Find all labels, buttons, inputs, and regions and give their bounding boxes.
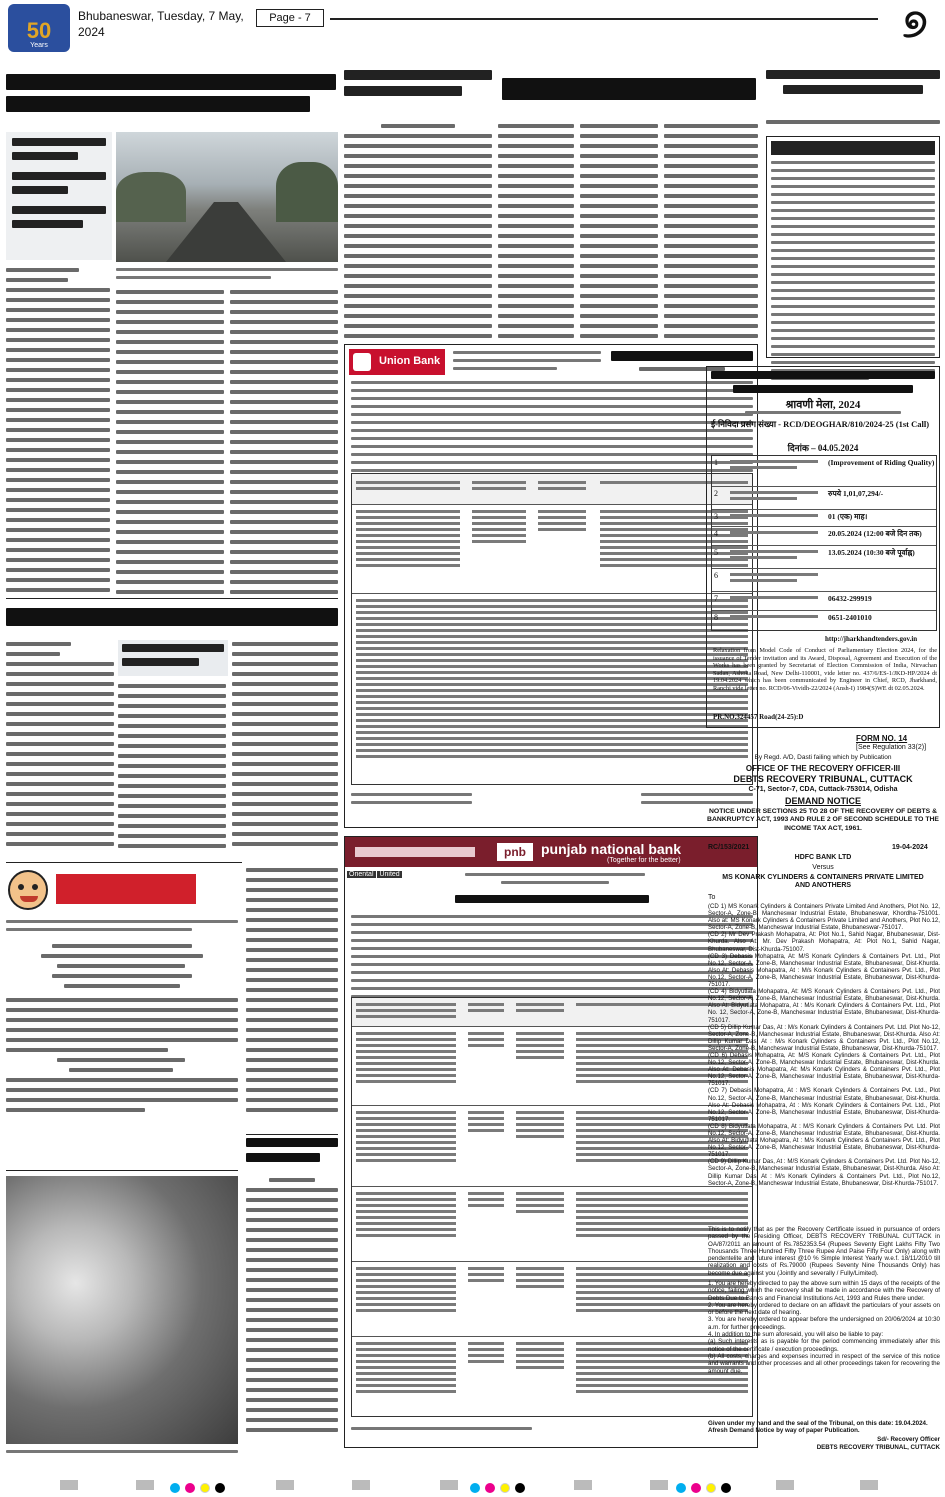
pnb-table	[351, 997, 753, 1417]
debtor-entry: (CD 1) MS Konark Cylinders & Containers Private Limited And Anothers, Plot No. 12, Sector-A, Zone-B, Mancheswar Industrial Estate, Bhubaneswar, Khordha-751001. Also at: MS Konark Cylinders & Containers Private Limited and Anothers, Plot No.12, Sector-A, Zone-B, Mancheswar Industrial Estate, Bhubaneswar-751017.	[708, 903, 940, 932]
table-row	[352, 1262, 752, 1337]
subhead-woman-court	[118, 640, 228, 676]
notice-point: 3. You are hereby ordered to appear before the undersigned on 20/06/2024 at 10:30 a.m. for further proceedings.	[708, 1316, 940, 1331]
union-bank-branch	[453, 351, 601, 375]
drt-to: To	[708, 894, 716, 901]
debtor-entry: (CD 5) Dillip Kumar Das, At : M/s Konark Cylinders & Containers Pvt. Ltd. Plot No-12, Sector-A, Zone-B, Mancheswar Industrial Estate, Bhubaneswar, Dist-Khurda. Also At: Dillip Kumar Das, At : M/s Konark Cylinders & Containers Pvt. Ltd., Plot No.12, Sector-A, Zone-B, Mancheswar Industrial Estate, Bhubaneswar, Dist-Khurda-751017.	[708, 1023, 940, 1052]
rescue-story-col1	[6, 642, 114, 860]
satellite-image	[6, 1176, 238, 1444]
highlights-box	[6, 132, 112, 260]
drt-office1: OFFICE OF THE RECOVERY OFFICER-III	[745, 764, 901, 773]
row-value: 0651-2401010	[828, 613, 872, 622]
notice-point: 2. You are hereby ordered to declare on an affidavit the particulars of your assets on or before the next date of hearing.	[708, 1301, 940, 1317]
reg-block	[60, 1480, 78, 1490]
cmyk-dots	[170, 1478, 230, 1490]
balangir-story-col3	[230, 290, 338, 598]
headline-kanchanabala	[502, 70, 756, 118]
divider	[6, 598, 338, 599]
row-number: 3	[714, 512, 718, 521]
reg-block	[650, 1480, 668, 1490]
notice-point: (a) Such interests as is payable for the period commencing immediately after this notice of the certificate / execution proceedings.	[708, 1338, 940, 1353]
row-number: 4	[714, 529, 718, 538]
table-row	[352, 1187, 752, 1262]
jh-shravani: श्रावणी मेला, 2024	[785, 399, 861, 411]
united-label: United	[379, 871, 400, 878]
drt-office2: DEBTS RECOVERY TRIBUNAL, CUTTACK	[733, 774, 913, 784]
rescue-story-col3	[232, 642, 338, 860]
row-number: 6	[714, 571, 718, 580]
union-bank-notice	[344, 344, 758, 828]
row-value: रुपये 1,01,07,294/-	[828, 489, 884, 498]
registration-strip	[0, 1464, 945, 1497]
notice-point: 1. You are hereby directed to pay the above sum within 15 days of the receipts of the notice, failing which the recovery shall be made in accordance with the Recovery of Debts Due to Banks and Financial Institutions Act, 1993 and Rules there under.	[708, 1280, 940, 1302]
trees-left	[116, 172, 186, 222]
table-row	[712, 592, 936, 611]
drt-debtors	[708, 903, 940, 1187]
jh-table	[711, 455, 937, 631]
row-label	[726, 547, 822, 562]
row-label	[726, 511, 822, 520]
row-value: 20.05.2024 (12:00 बजे दिन तक)	[828, 529, 922, 538]
table-row	[352, 505, 752, 594]
row-label	[726, 570, 822, 585]
rescue-story-col3-cont	[246, 868, 338, 1128]
drt-rc-no: RC/153/2021	[708, 844, 750, 851]
kanchanabala-col3	[664, 124, 758, 338]
pnb-tagline: (Together for the better)	[607, 857, 681, 864]
drt-sign1: Sd/- Recovery Officer	[877, 1436, 940, 1443]
railway-tender	[766, 136, 940, 358]
union-bank-logo	[349, 349, 445, 375]
civil-court-story	[766, 120, 940, 134]
drt-by-regd: By Regd. A/D, Dasti failing which by Publication	[754, 754, 892, 761]
row-label	[726, 457, 822, 472]
reg-block	[860, 1480, 878, 1490]
reg-block	[440, 1480, 458, 1490]
trees-right	[276, 162, 338, 222]
union-bank-emblem-icon	[353, 353, 371, 371]
row-label	[726, 593, 822, 602]
row-value: 06432-299919	[828, 594, 872, 603]
reg-block	[352, 1480, 370, 1490]
reg-block	[574, 1480, 592, 1490]
railway-body	[771, 161, 935, 385]
jh-office-title	[711, 371, 935, 393]
pnb-odia-name	[355, 847, 475, 857]
headline-naresh-goel	[246, 1138, 338, 1172]
cmyk-dots	[470, 1478, 530, 1490]
drt-address: C-71, Sector-7, CDA, Cuttack-753014, Odisha	[748, 786, 898, 793]
masthead-rule	[330, 18, 878, 20]
row-label	[726, 612, 822, 621]
jharkhand-tender	[706, 366, 940, 728]
kavitha-story	[344, 124, 492, 338]
headline-kavitha	[344, 70, 492, 118]
table-header-row	[352, 474, 752, 505]
drt-versus: Versus	[812, 864, 834, 871]
cartoon-face-icon	[8, 870, 48, 910]
dhagadhamali-riddles	[6, 944, 238, 1164]
masthead	[0, 0, 945, 58]
oriental-label: Oriental	[349, 871, 374, 878]
logo-sub: Years	[30, 42, 48, 49]
balangir-story-col1	[6, 268, 110, 598]
row-value: (Improvement of Riding Quality)	[828, 458, 935, 467]
drt-rc-date: 19-04-2024	[892, 844, 928, 851]
table-row	[712, 456, 936, 487]
table-row	[352, 1027, 752, 1106]
drt-sign2: DEBTS RECOVERY TRIBUNAL, CUTTACK	[816, 1444, 940, 1451]
table-row	[712, 510, 936, 527]
debtor-entry: (CD 7) Debasis Mohapatra, At : M/S Konark Cylinders & Containers Pvt. Ltd., Plot No.12, Sector-A, Zone-B, Mancheswar Industrial Estate, Bhubaneswar, Dist-Khurda. Also At: Debasis Mohapatra, At : M/s Konark Cylinders & Containers Pvt. Ltd., Plot No.12, Sector-A, Zone-B, Mancheswar Industrial Estate, Bhubaneswar, Dist-Khurda-751017.	[708, 1087, 940, 1123]
reg-block	[136, 1480, 154, 1490]
table-header-row	[352, 998, 752, 1027]
headline-civil-court	[766, 70, 940, 112]
drt-body: This is to notify that as per the Recovery Certificate issued in pursuance of orders passed by the Presiding Officer, DEBTS RECOVERY TRIBUNAL CUTTACK in OA/87/2011 an amount of Rs.7852353.54 (Rupees Seventy Eight Lakhs Fifty Two Thousands Three Hundred Fifty Three Rupee And Paise Fifty Four Only) along with pendentelite and future interest @10 % Simple Interest Yearly w.e.f. 18/11/2010 till realization and costs of Rs.79000 (Rupees Seventy Nine Thousands Only) has become due against you (Jointly and severally / Fully/Limited).	[708, 1226, 940, 1277]
cmyk-dots	[676, 1478, 736, 1490]
pnb-notice	[344, 836, 758, 1448]
pnb-footer	[351, 1427, 753, 1435]
row-number: 8	[714, 613, 718, 622]
debtor-entry: (CD 3) Debasis Mohapatra, At: M/S Konark Cylinders & Containers Pvt. Ltd., Plot No.12, Sector-A, Zone-B, Mancheswar Industrial Estate, Bhubaneswar, Dist-Khurda. Also At: Debasis Mohapatra, At : M/s Konark Cylinders & Containers Pvt. Ltd., Plot No.12, Sector-A, Zone-B, Mancheswar Industrial Estate, Bhubaneswar, Dist-Khurda-751017.	[708, 952, 940, 989]
union-bank-table	[351, 473, 753, 785]
table-row	[712, 527, 936, 546]
reg-block	[776, 1480, 794, 1490]
debtor-entry: (CD 8) Bidyutlata Mohapatra, At : M/S Konark Cylinders & Containers Pvt. Ltd. Plot No.12, Sector-A, Zone-B, Mancheswar Industrial Estate, Bhubaneswar, Dist-Khurda. Also At: Bidyutlata Mohapatra, At : M/s Konark Cylinders & Containers Pvt. Ltd., Plot No.12, Sector-A, Zone-B, Mancheswar Industrial Estate, Bhubaneswar, Dist-Khurda-751017.	[708, 1122, 940, 1159]
divider	[6, 862, 242, 863]
rescue-story-col2	[118, 684, 226, 860]
row-value: 01 (एक) माह।	[828, 512, 868, 521]
railway-title	[771, 141, 935, 155]
balangir-story-col2	[116, 290, 224, 598]
table-row	[712, 487, 936, 510]
row-number: 5	[714, 548, 718, 557]
divider	[246, 1134, 338, 1135]
notice-point: 4. In addition to the sum aforesaid, you will also be liable to pay:	[708, 1331, 884, 1339]
drt-demand-title: DEMAND NOTICE	[785, 796, 861, 806]
drt-notice-under: NOTICE UNDER SECTIONS 25 TO 28 OF THE RECOVERY OF DEBTS & BANKRUPTCY ACT, 1993 AND RULE 2 OF SECOND SCHEDULE TO THE INCOME TAX ACT, 1961.	[707, 808, 939, 832]
headline-minor-rescue	[6, 604, 338, 634]
row-number: 2	[714, 489, 718, 498]
satellite-caption	[6, 1450, 238, 1458]
jh-date-line: दिनांक – 04.05.2024	[787, 443, 859, 453]
pnb-short: pnb	[497, 843, 533, 861]
dhagadhamali-title	[56, 874, 196, 904]
row-number: 7	[714, 594, 718, 603]
row-value: 13.05.2024 (10:30 बजे पूर्वाह्न)	[828, 548, 915, 557]
jh-relaxation: Relaxation from Model Code of Conduct of Parliamentary Election 2024, for the issuance of Tender invitation and its Award, Disposal, Agreement and Execution of the Works has been granted by Secretariat of Election Commission of India, Nirvachan Sadan, Ashoka Road, New Delhi-110001, vide letter no. 437/6/ES-1/JKD-HP/2024 dt 19.04.2024 which has been communicated by Engineer in Chief, RCD, Jharkhand, Ranchi vide letter no. RCD/06-Vividh-22/2024 (Ansh-I) 1984(S)WE dt 02.05.2024.	[713, 647, 937, 692]
pnb-amalgamation	[347, 871, 457, 883]
drt-notice	[706, 734, 940, 1454]
photo-caption	[116, 268, 338, 284]
pnb-header	[345, 837, 757, 867]
drt-party2: MS KONARK CYLINDERS & CONTAINERS PRIVATE LIMITED AND ANOTHERS	[722, 874, 924, 890]
debtor-entry: (CD 2) Mr Dev Prakash Mohapatra, At: Plot No.1, Sahid Nagar, Bhubaneswar, Dist-Khurda. Also At: Mr. Dev Prakash Mohapatra, At: Plot No.1, Sahid Nagar, Bhubaneswar, Dist-Khurda-751007.	[708, 931, 940, 953]
table-row	[352, 1106, 752, 1187]
table-row	[712, 546, 936, 569]
jh-website: http://jharkhandtenders.gov.in	[825, 635, 918, 643]
union-bank-name: Union Bank	[379, 355, 441, 367]
kanchanabala-col2	[580, 124, 658, 338]
table-row	[712, 569, 936, 592]
notice-point: (b) All costs, charges and expenses incurred in respect of the service of this notice and warrants and other processes and all other proceedings taken for recovering the amount due.	[708, 1352, 940, 1375]
kanchanabala-col1	[498, 124, 574, 338]
table-row	[352, 594, 752, 784]
table-row	[712, 611, 936, 629]
dhagadhamali-intro	[6, 920, 238, 936]
pnb-possession-title	[455, 895, 649, 909]
dhagadhamali-banner	[6, 868, 238, 914]
table-row	[352, 1337, 752, 1419]
divider	[6, 1170, 238, 1171]
road-photo	[116, 132, 338, 262]
pnb-branch	[465, 873, 645, 889]
drt-given: Given under my hand and the seal of the Tribunal, on this date: 19.04.2024. Afresh Demand Notice by way of paper Publication.	[708, 1420, 928, 1435]
reg-block	[276, 1480, 294, 1490]
drt-points	[708, 1280, 940, 1375]
drt-regulation: [See Regulation 33(2)]	[856, 744, 927, 751]
page-label: Page - 7	[256, 9, 324, 27]
jh-pr-no: PR.NO.324457 Road(24-25):D	[713, 713, 804, 721]
drt-party1: HDFC BANK LTD	[794, 854, 852, 861]
dateline: Bhubaneswar, Tuesday, 7 May, 2024	[78, 9, 244, 39]
headline-balangir	[6, 68, 336, 120]
row-number: 1	[714, 458, 718, 467]
debtor-entry: (CD 9) Dillip Kumar Das, At : M/S Konark Cylinders & Containers Pvt. Ltd. Plot No-12, Sector-A, Zone-B, Mancheswar Industrial Estate, Bhubaneswar, Dist-Khurda. Also At: Dillip Kumar Das, At : M/s Konark Cylinders & Containers Pvt. Ltd., Plot No.12, Sector-A, Zone-B, Mancheswar Industrial Estate, Bhubaneswar, Dist-Khurda-751017.	[708, 1158, 940, 1187]
pnb-name: punjab national bank	[541, 841, 682, 857]
logo-number: 50	[26, 18, 52, 43]
naresh-story	[246, 1178, 338, 1450]
drt-form-no: FORM NO. 14	[856, 734, 908, 743]
jh-ref-line: ई-निविदा प्रसंग संख्या - RCD/DEOGHAR/810/2024-25 (1st Call)	[711, 419, 930, 429]
paper-logo	[8, 4, 70, 52]
debtor-entry: (CD 4) Bidyutlata Mohapatra, At: M/S Konark Cylinders & Containers Pvt. Ltd., Plot No.12, Sector-A, Zone-B, Mancheswar Industrial Estate, Bhubaneswar, Dist-Khurda. Also At: Bidyutlata Mohapatra, At : M/s Konark Cylinders & Containers Pvt. Ltd., Plot No. 12, Sector-A, Zone-B, Mancheswar Industrial Estate, Bhubaneswar, Dist-Khurda-751017.	[708, 988, 940, 1024]
row-label	[726, 528, 822, 537]
page-number: ୭	[902, 1, 928, 47]
row-label	[726, 488, 822, 503]
debtor-entry: (CD 6) Debasis Mohapatra, At: M/S Konark Cylinders & Containers Pvt. Ltd., Plot No.12, Sector-A, Zone-B, Mancheswar Industrial Estate, Bhubaneswar, Dist-Khurda. Also At: Debasis Mohapatra, At: M/s Konark Cylinders & Containers Pvt. Ltd., Plot No.12, Sector-A, Zone-B, Mancheswar Industrial Estate, Bhubaneswar, Dist-Khurda-751017.	[708, 1051, 940, 1088]
